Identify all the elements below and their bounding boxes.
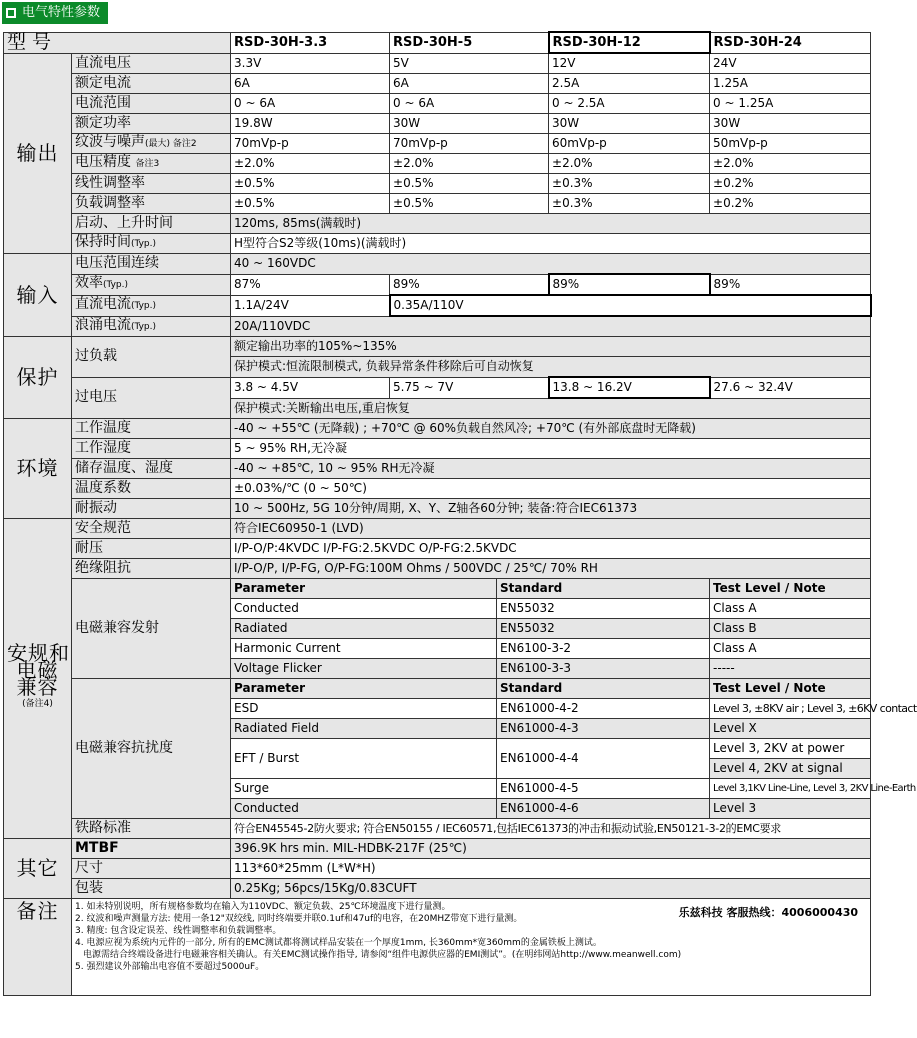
- emi-header: Standard: [497, 579, 710, 599]
- row-label: 电压精度 备注3: [72, 154, 231, 174]
- note-line: 1. 如未特别说明，所有规格参数均在输入为110VDC、额定负载、25℃环境温度下进行量测。: [75, 902, 451, 912]
- cell: ±2.0%: [390, 154, 549, 174]
- ems-cell: Level X: [710, 719, 871, 739]
- emi-cell: Class A: [710, 639, 871, 659]
- cell: 50mVp-p: [710, 134, 871, 154]
- cell: 2.5A: [549, 74, 710, 94]
- cell: 额定输出功率的105%~135%: [231, 337, 871, 357]
- ems-cell: Conducted: [231, 799, 497, 819]
- row-label: 绝缘阻抗: [72, 559, 231, 579]
- note-line: 3. 精度: 包含设定误差、线性调整率和负载调整率。: [75, 926, 282, 936]
- category-output: 输出: [4, 53, 72, 254]
- emi-header: Test Level / Note: [710, 579, 871, 599]
- cell: 6A: [390, 74, 549, 94]
- cell: ±0.5%: [231, 194, 390, 214]
- cell: 0 ~ 6A: [231, 94, 390, 114]
- row-label: 过电压: [72, 377, 231, 419]
- cell: -40 ~ +85℃, 10 ~ 95% RH无冷凝: [231, 459, 871, 479]
- row-label: 额定电流: [72, 74, 231, 94]
- cell: 87%: [231, 274, 390, 295]
- section-title: 电气特性参数: [22, 5, 101, 20]
- cell: ±0.2%: [710, 194, 871, 214]
- spec-table: [3, 31, 917, 996]
- emi-cell: EN55032: [497, 599, 710, 619]
- row-label: 保持时间(Typ.): [72, 234, 231, 254]
- row-label: 电压范围连续: [72, 254, 231, 275]
- model-label: 型 号: [4, 32, 231, 53]
- ems-cell: Level 4, 2KV at signal: [710, 759, 871, 779]
- row-label: 耐振动: [72, 499, 231, 519]
- cell: 0 ~ 1.25A: [710, 94, 871, 114]
- category-others: 其它: [4, 839, 72, 899]
- ems-header: Parameter: [231, 679, 497, 699]
- row-label: 储存温度、湿度: [72, 459, 231, 479]
- cell: 0 ~ 2.5A: [549, 94, 710, 114]
- ems-cell: Surge: [231, 779, 497, 799]
- cell: ±0.2%: [710, 174, 871, 194]
- emi-cell: Class B: [710, 619, 871, 639]
- row-label: 线性调整率: [72, 174, 231, 194]
- cell: 27.6 ~ 32.4V: [710, 377, 871, 398]
- row-label: 安全规范: [72, 519, 231, 539]
- checkbox-icon: [6, 8, 16, 18]
- note-line: 4. 电源应视为系统内元件的一部分, 所有的EMC测试都将测试样品安装在一个厚度1mm, 长360mm*宽360mm的金属铁板上测试。: [75, 938, 602, 948]
- ems-cell: EFT / Burst: [231, 739, 497, 779]
- cell: 60mVp-p: [549, 134, 710, 154]
- category-protection: 保护: [4, 337, 72, 419]
- note-line: 电源需结合终端设备进行电磁兼容相关确认。有关EMC测试操作指导, 请参阅“组件电源供应器的EMI测试”。(在明纬网站http://www.meanwell.com): [83, 950, 682, 960]
- cell: 89%: [710, 274, 871, 295]
- row-label: 耐压: [72, 539, 231, 559]
- cell: 70mVp-p: [390, 134, 549, 154]
- service-hotline: 乐兹科技 客服热线：4006000430: [678, 906, 859, 919]
- cell: 113*60*25mm (L*W*H): [231, 859, 871, 879]
- cell: ±2.0%: [231, 154, 390, 174]
- cell: 19.8W: [231, 114, 390, 134]
- model-1: RSD-30H-3.3: [231, 32, 390, 53]
- ems-cell: EN61000-4-4: [497, 739, 710, 779]
- cell: -40 ~ +55℃ (无降载) ; +70℃ @ 60%负载自然风冷; +70℃ (有外部底盘时无降载): [231, 419, 871, 439]
- cell: 13.8 ~ 16.2V: [549, 377, 710, 398]
- note-line: 2. 纹波和噪声测量方法: 使用一条12"双绞线, 同时终端要并联0.1uf和47uf的电容，在20MHZ带宽下进行量测。: [75, 914, 523, 924]
- cell: ±0.5%: [231, 174, 390, 194]
- cell: 1.1A/24V: [231, 295, 390, 316]
- cell: 120ms, 85ms(满载时): [231, 214, 871, 234]
- cell: 保护模式:恒流限制模式, 负载异常条件移除后可自动恢复: [231, 357, 871, 378]
- row-label: 尺寸: [72, 859, 231, 879]
- notes-block: [72, 899, 871, 996]
- cell: ±0.3%: [549, 194, 710, 214]
- row-label: 包装: [72, 879, 231, 899]
- emi-cell: -----: [710, 659, 871, 679]
- model-row: [4, 32, 871, 53]
- cell: 0.35A/110V: [390, 295, 871, 316]
- cell: I/P-O/P:4KVDC I/P-FG:2.5KVDC O/P-FG:2.5KVDC: [231, 539, 871, 559]
- cell: 30W: [710, 114, 871, 134]
- emi-cell: Class A: [710, 599, 871, 619]
- row-label: 效率(Typ.): [72, 274, 231, 295]
- cell: H型符合S2等级(10ms)(满载时): [231, 234, 871, 254]
- row-label: 电流范围: [72, 94, 231, 114]
- row-label: 额定功率: [72, 114, 231, 134]
- ems-header: Standard: [497, 679, 710, 699]
- cell: ±2.0%: [549, 154, 710, 174]
- row-label: MTBF: [72, 839, 231, 859]
- cell: ±0.5%: [390, 194, 549, 214]
- emi-cell: EN55032: [497, 619, 710, 639]
- row-label: 浪涌电流(Typ.): [72, 316, 231, 337]
- ems-cell: EN61000-4-2: [497, 699, 710, 719]
- cell: 12V: [549, 53, 710, 74]
- category-environment: 环境: [4, 419, 72, 519]
- note-line: 5. 强烈建议外部输出电容值不要超过5000uF。: [75, 962, 265, 972]
- cell: 1.25A: [710, 74, 871, 94]
- row-label: 直流电流(Typ.): [72, 295, 231, 316]
- category-notes: 备注: [4, 899, 72, 996]
- cell: 保护模式:关断输出电压,重启恢复: [231, 398, 871, 419]
- emi-cell: EN6100-3-2: [497, 639, 710, 659]
- emi-cell: EN6100-3-3: [497, 659, 710, 679]
- ems-cell: Radiated Field: [231, 719, 497, 739]
- cell: 3.3V: [231, 53, 390, 74]
- cell: 0 ~ 6A: [390, 94, 549, 114]
- row-label: 铁路标准: [72, 819, 231, 839]
- ems-cell: Level 3, 2KV at power: [710, 739, 871, 759]
- cell: 30W: [390, 114, 549, 134]
- emi-cell: Voltage Flicker: [231, 659, 497, 679]
- ems-cell: Level 3,1KV Line-Line, Level 3, 2KV Line-Earth: [710, 779, 871, 799]
- cell: 3.8 ~ 4.5V: [231, 377, 390, 398]
- ems-cell: Level 3: [710, 799, 871, 819]
- row-label: 温度系数: [72, 479, 231, 499]
- cell: 396.9K hrs min. MIL-HDBK-217F (25℃): [231, 839, 871, 859]
- category-input: 输入: [4, 254, 72, 337]
- emi-cell: Radiated: [231, 619, 497, 639]
- cell: 5V: [390, 53, 549, 74]
- category-safety-emc: 安规和 电磁 兼容 (备注4): [4, 519, 72, 839]
- cell: 89%: [390, 274, 549, 295]
- row-label: 电磁兼容抗扰度: [72, 679, 231, 819]
- emi-cell: Harmonic Current: [231, 639, 497, 659]
- cell: 5.75 ~ 7V: [390, 377, 549, 398]
- row-label: 工作湿度: [72, 439, 231, 459]
- ems-cell: ESD: [231, 699, 497, 719]
- ems-cell: Level 3, ±8KV air ; Level 3, ±6KV contact: [710, 699, 871, 719]
- cell: 40 ~ 160VDC: [231, 254, 871, 275]
- section-header: [2, 2, 108, 24]
- row-label: 负载调整率: [72, 194, 231, 214]
- cell: I/P-O/P, I/P-FG, O/P-FG:100M Ohms / 500VDC / 25℃/ 70% RH: [231, 559, 871, 579]
- row-label: 电磁兼容发射: [72, 579, 231, 679]
- cell: 24V: [710, 53, 871, 74]
- cell: 20A/110VDC: [231, 316, 871, 337]
- cell: ±2.0%: [710, 154, 871, 174]
- model-3: RSD-30H-12: [549, 32, 710, 53]
- cell: 5 ~ 95% RH,无冷凝: [231, 439, 871, 459]
- ems-cell: EN61000-4-3: [497, 719, 710, 739]
- cell: 89%: [549, 274, 710, 295]
- row-label: 启动、上升时间: [72, 214, 231, 234]
- row-label: 工作温度: [72, 419, 231, 439]
- cell: 6A: [231, 74, 390, 94]
- cell: 符合IEC60950-1 (LVD): [231, 519, 871, 539]
- cell: ±0.5%: [390, 174, 549, 194]
- cell: 10 ~ 500Hz, 5G 10分钟/周期, X、Y、Z轴各60分钟; 装备:符合IEC61373: [231, 499, 871, 519]
- row-label: 过负载: [72, 337, 231, 378]
- model-4: RSD-30H-24: [710, 32, 871, 53]
- cell: 70mVp-p: [231, 134, 390, 154]
- row-label: 直流电压: [72, 53, 231, 74]
- row-label: 纹波与噪声(最大) 备注2: [72, 134, 231, 154]
- cell: 符合EN45545-2防火要求; 符合EN50155 / IEC60571,包括IEC61373的冲击和振动试验,EN50121-3-2的EMC要求: [231, 819, 871, 839]
- model-2: RSD-30H-5: [390, 32, 549, 53]
- cell: 30W: [549, 114, 710, 134]
- cell: ±0.03%/℃ (0 ~ 50℃): [231, 479, 871, 499]
- ems-header: Test Level / Note: [710, 679, 871, 699]
- cell: 0.25Kg; 56pcs/15Kg/0.83CUFT: [231, 879, 871, 899]
- ems-cell: EN61000-4-5: [497, 779, 710, 799]
- emi-cell: Conducted: [231, 599, 497, 619]
- ems-cell: EN61000-4-6: [497, 799, 710, 819]
- emi-header: Parameter: [231, 579, 497, 599]
- cell: ±0.3%: [549, 174, 710, 194]
